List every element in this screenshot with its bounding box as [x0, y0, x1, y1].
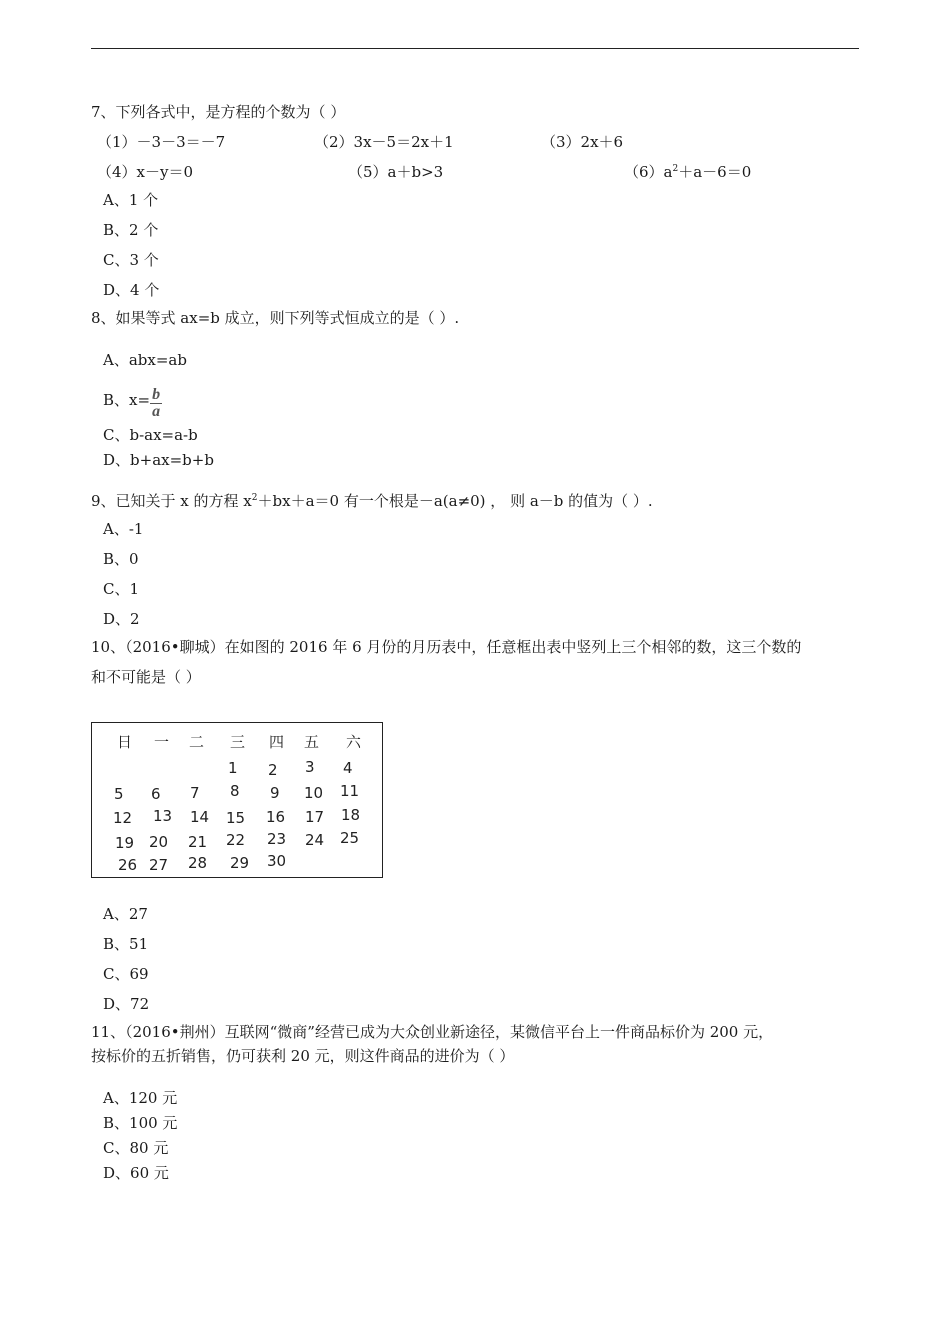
- q9-option-d: D、2: [103, 610, 140, 628]
- q9-option-c: C、1: [103, 580, 140, 598]
- calendar-header: 三: [230, 733, 246, 751]
- calendar-figure: [91, 722, 383, 878]
- calendar-day: 16: [266, 808, 286, 826]
- calendar-day: 24: [305, 831, 325, 849]
- q11-option-d: D、60 元: [103, 1164, 169, 1182]
- calendar-header: 日: [117, 733, 133, 751]
- calendar-day: 15: [226, 809, 246, 827]
- q11-stem-line2: 按标价的五折销售，仍可获利 20 元，则这件商品的进价为（ ）: [91, 1047, 515, 1065]
- q8-option-a: A、abx=ab: [103, 351, 187, 369]
- calendar-day: 19: [115, 834, 135, 852]
- calendar-header: 四: [269, 733, 285, 751]
- q8-option-b: B、$x=\frac{b}{a}$: [103, 386, 161, 420]
- calendar-day: 22: [226, 831, 246, 849]
- q11-option-b: B、100 元: [103, 1114, 178, 1132]
- calendar-day: 17: [305, 808, 325, 826]
- q7-option-a: A、1 个: [103, 191, 159, 209]
- calendar-day: 14: [190, 808, 210, 826]
- calendar-day: 27: [149, 856, 169, 874]
- calendar-day: 8: [230, 782, 240, 800]
- calendar-day: 9: [270, 784, 280, 802]
- q11-option-c: C、80 元: [103, 1139, 169, 1157]
- q7-option-b: B、2 个: [103, 221, 159, 239]
- calendar-day: 26: [118, 856, 138, 874]
- calendar-day: 29: [230, 854, 250, 872]
- calendar-day: 1: [228, 759, 238, 777]
- calendar-day: 6: [151, 785, 161, 803]
- q10-stem-line2: 和不可能是（ ）: [91, 668, 201, 686]
- q7-item-1: （1）－3－3＝－7: [97, 133, 226, 151]
- q10-option-d: D、72: [103, 995, 150, 1013]
- calendar-header: 五: [304, 733, 320, 751]
- q10-option-c: C、69: [103, 965, 149, 983]
- q10-option-b: B、51: [103, 935, 149, 953]
- q10-option-a: A、27: [103, 905, 148, 923]
- calendar-day: 11: [340, 782, 360, 800]
- q9-stem: 9、已知关于 x 的方程 $x^2+bx+a=0$ 有一个根是－a(a≠0) ， 则 a－b 的值为（ ）.: [91, 492, 653, 510]
- q8-option-d: D、b+ax=b+b: [103, 451, 214, 469]
- calendar-day: 23: [267, 830, 287, 848]
- calendar-day: 13: [153, 807, 173, 825]
- q7-item-5: （5）a＋b>3: [348, 163, 444, 181]
- calendar-day: 18: [341, 806, 361, 824]
- calendar-day: 10: [304, 784, 324, 802]
- q7-item-6: $(6)a^2+a-6=0$: [624, 163, 752, 181]
- fraction-b-over-a: $\frac{b}{a}$: [152, 386, 161, 420]
- calendar-day: 25: [340, 829, 360, 847]
- q7-option-c: C、3 个: [103, 251, 159, 269]
- q7-option-d: D、4 个: [103, 281, 160, 299]
- calendar-day: 2: [268, 761, 278, 779]
- q11-stem-line1: 11、（2016•荆州）互联网“微商”经营已成为大众创业新途径，某微信平台上一件商品标价为 200 元，: [91, 1023, 774, 1041]
- calendar-day: 21: [188, 833, 208, 851]
- calendar-day: 5: [114, 785, 124, 803]
- calendar-day: 12: [113, 809, 133, 827]
- calendar-day: 4: [343, 759, 353, 777]
- calendar-header: 一: [154, 733, 170, 751]
- q7-item-2: （2）3x－5＝2x＋1: [314, 133, 454, 151]
- calendar-day: 7: [190, 784, 200, 802]
- calendar-day: 3: [305, 758, 315, 776]
- q7-item-4: （4）x－y＝0: [97, 163, 194, 181]
- q11-option-a: A、120 元: [103, 1089, 178, 1107]
- calendar-header: 二: [189, 733, 205, 751]
- calendar-day: 20: [149, 833, 169, 851]
- q8-option-c: C、b-ax=a-b: [103, 426, 198, 444]
- q8-stem: 8、如果等式 ax=b 成立，则下列等式恒成立的是（ ）.: [91, 309, 460, 327]
- q7-item-3: （3）2x＋6: [541, 133, 624, 151]
- q9-option-b: B、0: [103, 550, 139, 568]
- q9-option-a: A、-1: [103, 520, 144, 538]
- calendar-day: 30: [267, 852, 287, 870]
- header-rule: [91, 48, 859, 49]
- calendar-day: 28: [188, 854, 208, 872]
- q10-stem-line1: 10、（2016•聊城）在如图的 2016 年 6 月份的月历表中，任意框出表中竖列上三个相邻的数，这三个数的: [91, 638, 802, 656]
- q7-stem: 7、下列各式中，是方程的个数为（ ）: [91, 103, 346, 121]
- calendar-header: 六: [346, 733, 362, 751]
